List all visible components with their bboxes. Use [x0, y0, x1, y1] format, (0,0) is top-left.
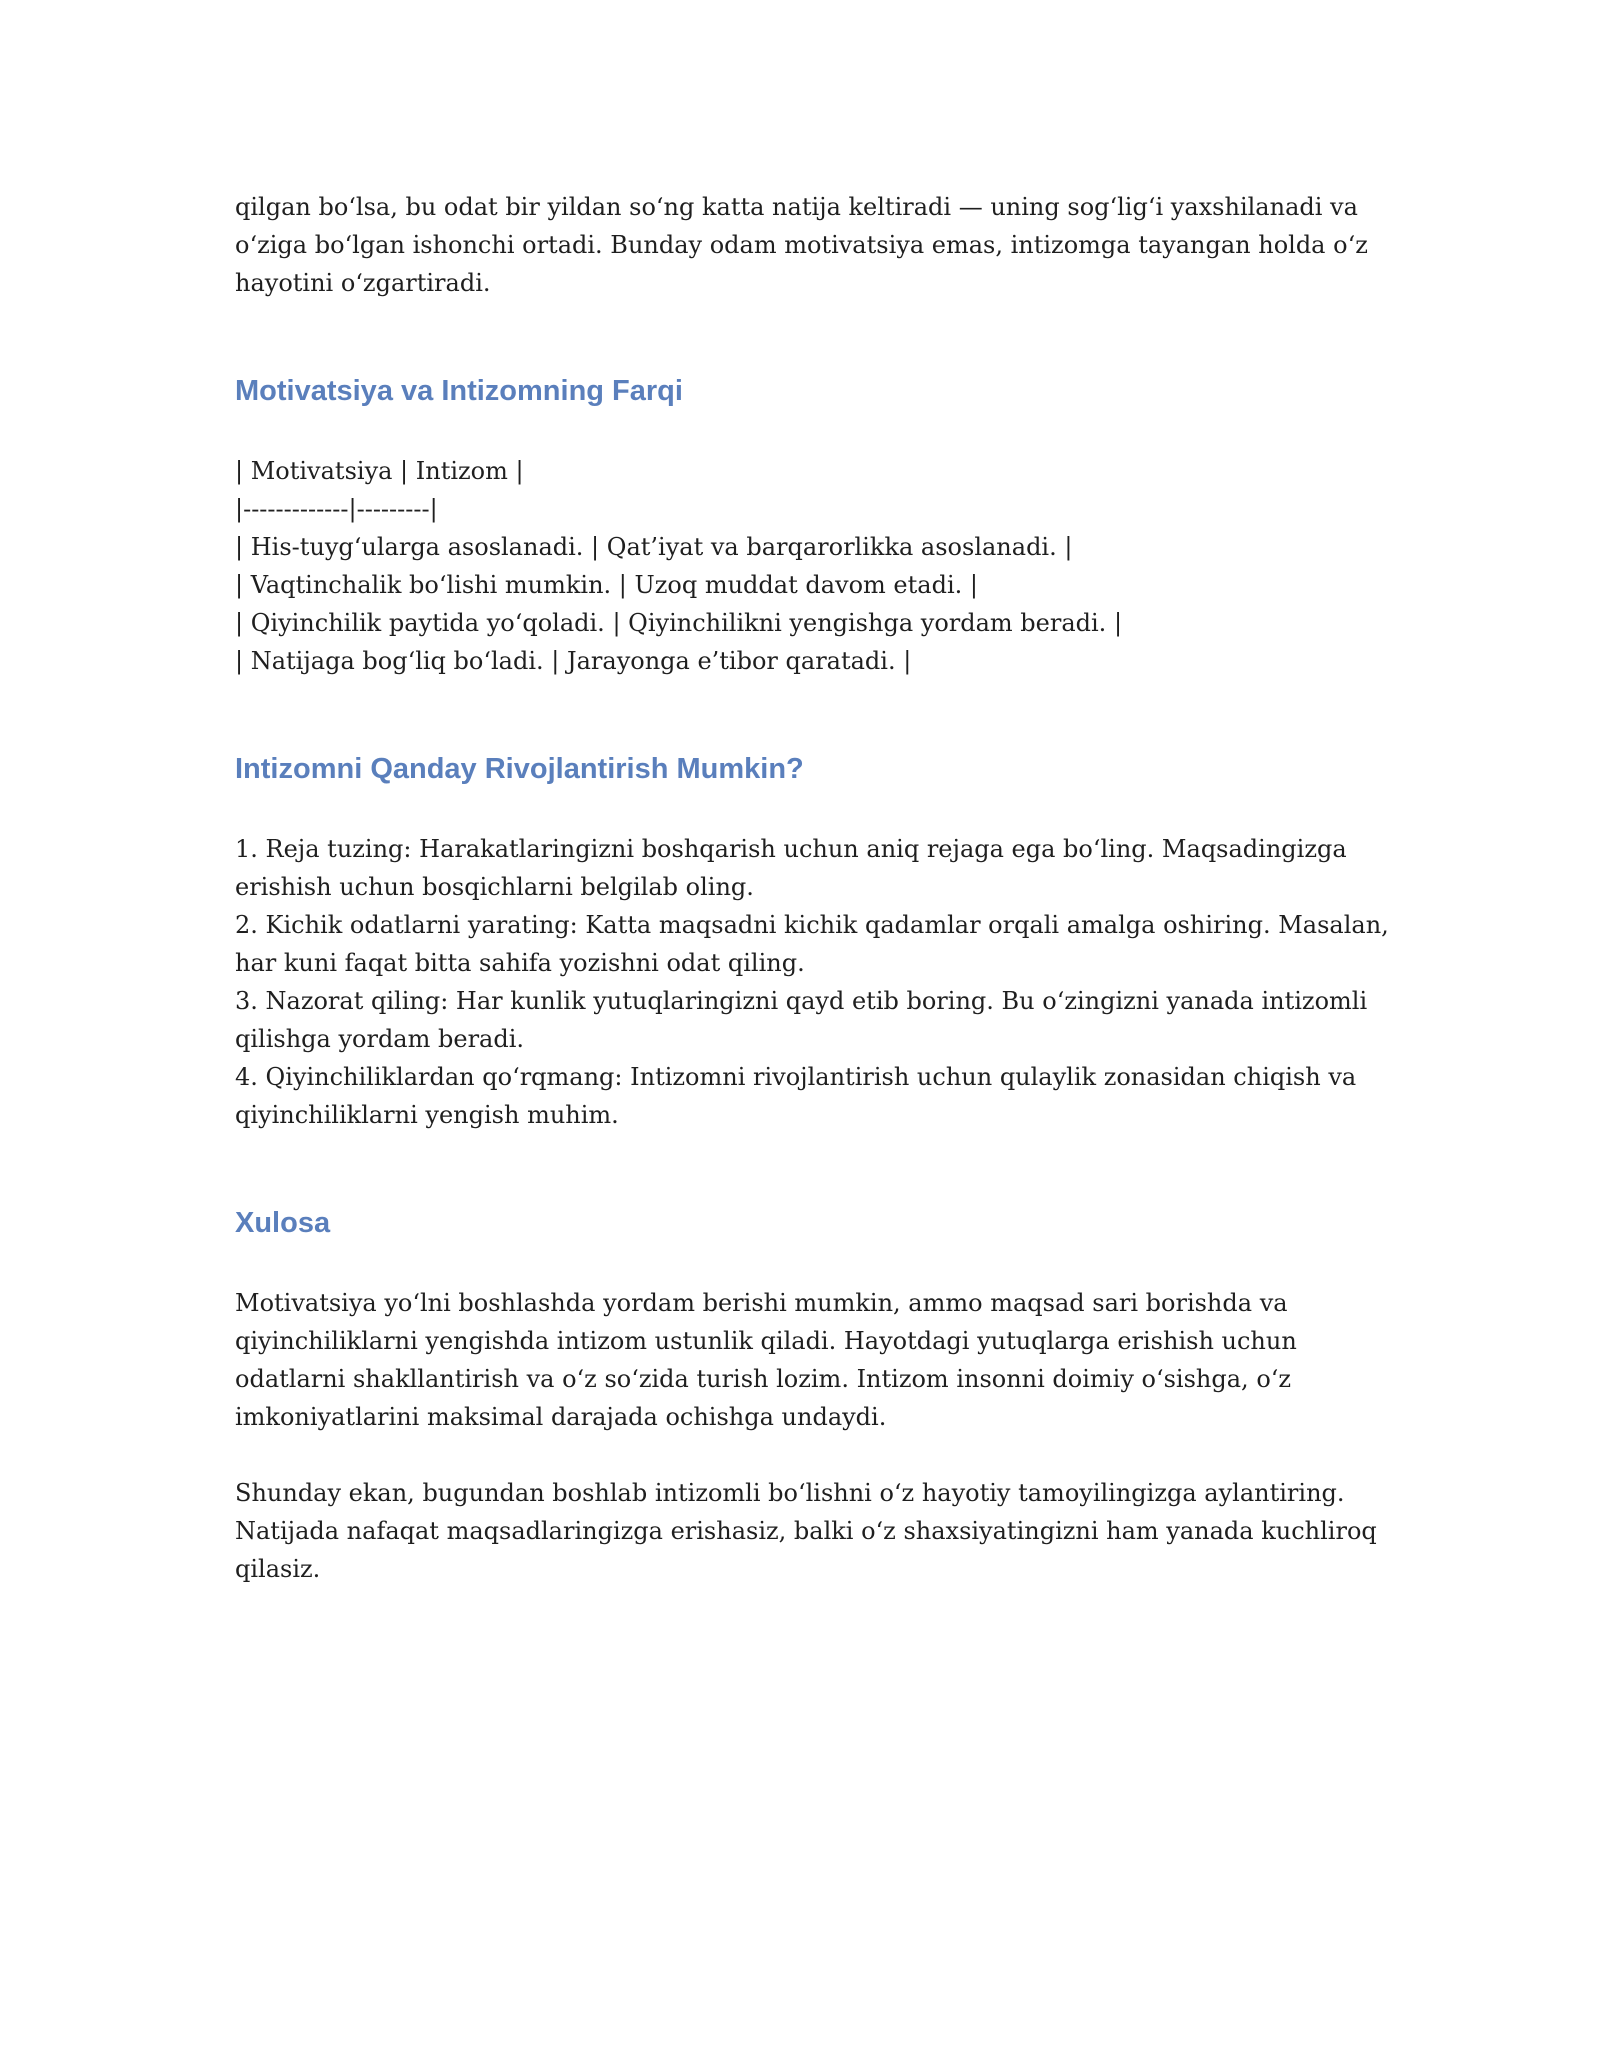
section-heading-develop: Intizomni Qanday Rivojlantirish Mumkin?: [235, 753, 804, 785]
document-body: [235, 188, 1389, 1588]
text-line: odatlarni shakllantirish va o‘z so‘zida turish lozim. Intizom insonni doimiy o‘sishga, o‘z: [235, 1365, 1292, 1393]
text-line: imkoniyatlarini maksimal darajada ochishga undaydi.: [235, 1403, 887, 1431]
table-text-line: | Vaqtinchalik bo‘lishi mumkin. | Uzoq muddat davom etadi. |: [235, 571, 978, 599]
text-line: qilishga yordam beradi.: [235, 1025, 525, 1053]
text-line: qiyinchiliklarni yengish muhim.: [235, 1101, 619, 1129]
text-line: qilasiz.: [235, 1555, 321, 1583]
text-line: Shunday ekan, bugundan boshlab intizomli bo‘lishni o‘z hayotiy tamoyilingizga aylantiring.: [235, 1479, 1345, 1507]
table-text-line: | Natijaga bog‘liq bo‘ladi. | Jarayonga e’tibor qaratadi. |: [235, 647, 912, 675]
comparison-table-text: [235, 452, 1365, 680]
text-line: har kuni faqat bitta sahifa yozishni odat qiling.: [235, 949, 805, 977]
table-text-line: | Qiyinchilik paytida yo‘qoladi. | Qiyinchilikni yengishga yordam beradi. |: [235, 609, 1123, 637]
conclusion-paragraph-2: [235, 1474, 1377, 1588]
table-text-line: | His-tuyg‘ularga asoslanadi. | Qat’iyat va barqarorlikka asoslanadi. |: [235, 533, 1073, 561]
text-line: 4. Qiyinchiliklardan qo‘rqmang: Intizomni rivojlantirish uchun qulaylik zonasidan chiqish va: [235, 1063, 1357, 1091]
table-text-line: |-------------|---------|: [235, 495, 438, 523]
intro-paragraph: [235, 188, 1368, 302]
text-line: erishish uchun bosqichlarni belgilab oling.: [235, 873, 754, 901]
text-line: qilgan bo‘lsa, bu odat bir yildan so‘ng katta natija keltiradi — uning sog‘lig‘i yaxshilanadi va: [235, 193, 1358, 221]
text-line: o‘ziga bo‘lgan ishonchi ortadi. Bunday odam motivatsiya emas, intizomga tayangan holda o‘z: [235, 231, 1368, 259]
text-line: Natijada nafaqat maqsadlaringizga erishasiz, balki o‘z shaxsiyatingizni ham yanada kuchliroq: [235, 1517, 1377, 1545]
text-line: Motivatsiya yo‘lni boshlashda yordam berishi mumkin, ammo maqsad sari borishda va: [235, 1289, 1288, 1317]
section-heading-conclusion: Xulosa: [235, 1207, 331, 1239]
text-line: hayotini o‘zgartiradi.: [235, 269, 491, 297]
text-line: 1. Reja tuzing: Harakatlaringizni boshqarish uchun aniq rejaga ega bo‘ling. Maqsadingizga: [235, 835, 1347, 863]
section-heading-difference: Motivatsiya va Intizomning Farqi: [235, 375, 683, 407]
text-line: 2. Kichik odatlarni yarating: Katta maqsadni kichik qadamlar orqali amalga oshiring. Masalan,: [235, 911, 1389, 939]
conclusion-paragraph-1: [235, 1284, 1365, 1436]
text-line: qiyinchiliklarni yengishda intizom ustunlik qiladi. Hayotdagi yutuqlarga erishish uchun: [235, 1327, 1297, 1355]
text-line: 3. Nazorat qiling: Har kunlik yutuqlaringizni qayd etib boring. Bu o‘zingizni yanada intizomli: [235, 987, 1368, 1015]
table-text-line: | Motivatsiya | Intizom |: [235, 457, 524, 485]
steps-paragraph: [235, 830, 1389, 1134]
